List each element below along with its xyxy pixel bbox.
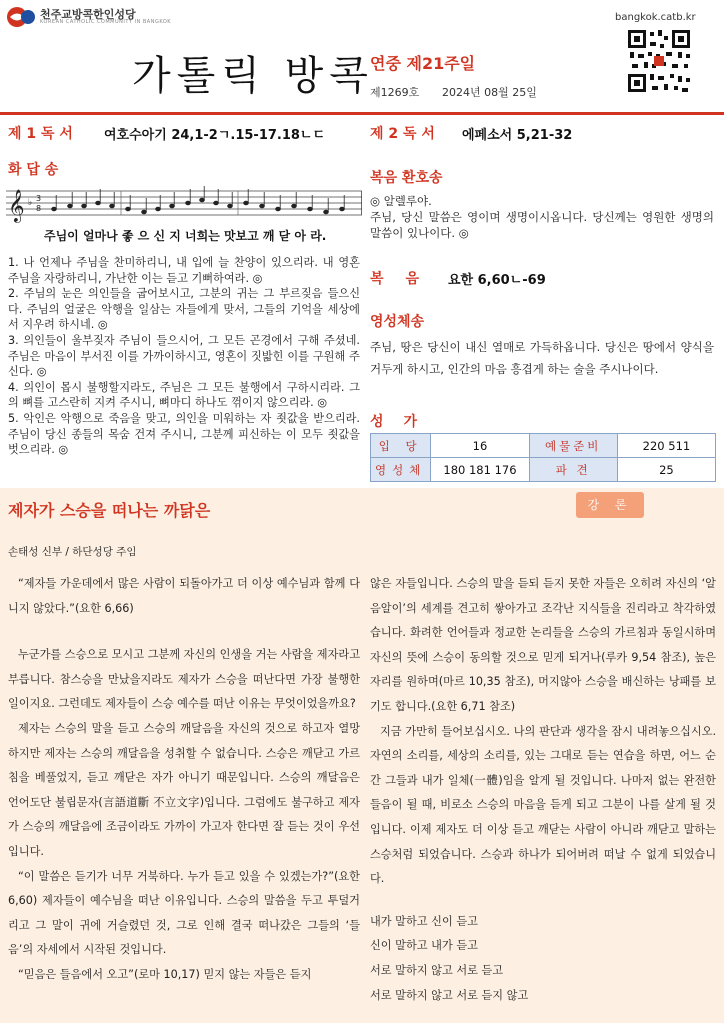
paragraph: “믿음은 들음에서 오고”(로마 10,17) 믿지 않는 자들은 듣지 [18, 967, 312, 981]
hymn-value: 16 [431, 434, 529, 458]
issue-number: 제1269호 [370, 86, 420, 99]
reflection-right-column [370, 572, 716, 1008]
paragraph: 지금 가만히 들어보십시오. 나의 판단과 생각을 잠시 내려놓으십시오. 자연의 소리를, 세상의 소리를, 있는 그대로 듣는 연습을 하면, 어느 순간 그들과 내가 일체(一體)임을 알게 될 것입니다. 나마저 없는 완전한 들음이 될 때, 비로소 스승의 마음을 듣게 되고 그분이 나를 살게 될 것입니다. 이제 제자도 더 이상 듣고 깨닫는 사람이 아니라 깨닫고 말하는 스승처럼 되었습니다. 스승과 하나가 되어버려 떠날 수 없게 되었습니다. [370, 724, 716, 886]
hymns-label: 성가 [370, 414, 438, 430]
issue-date: 2024년 08월 25일 [442, 86, 537, 99]
hymn-key: 영성체 [371, 458, 431, 482]
music-staff-icon [6, 183, 362, 225]
psalm-refrain: 주님이 얼마나 좋 으 신 지 너희는 맛보고 깨 닫 아 라. [44, 229, 327, 243]
poem-line: 내가 말하고 신이 듣고 [370, 914, 478, 928]
communion-label: 영성체송 [370, 314, 425, 330]
paragraph: 누군가를 스승으로 모시고 그분께 자신의 인생을 거는 사람을 제자라고 부릅니다. 참스승을 만났을지라도 제자가 스승을 떠난다면 가장 불행한 일이지요. 그런데도 제자들이 스승 예수를 떠난 이유는 무엇이었을까요? [8, 648, 360, 711]
table-row [371, 434, 716, 458]
psalm-label: 화 답 송 [8, 162, 59, 178]
poem-line: 서로 말하지 않고 서로 듣고 [370, 963, 504, 977]
psalm-verse: 5. 악인은 악행으로 죽음을 맞고, 의인을 미워하는 자 죗값을 받으리라. 주님이 당신 종들의 목숨 건져 주시니, 그분께 피신하는 이 모두 죗값을 벗으리라. ◎ [8, 411, 360, 457]
gospel-acclamation-text: 주님, 당신 말씀은 영이며 생명이시옵니다. 당신께는 영원한 생명의 말씀이 있나이다. ◎ [370, 210, 714, 240]
header-divider [0, 112, 724, 115]
table-row [371, 458, 716, 482]
svg-text:8: 8 [36, 204, 42, 213]
second-reading-ref: 에페소서 5,21-32 [462, 128, 573, 143]
alleluia-line: ◎ 알렐루야. [370, 194, 432, 208]
psalm-verse: 4. 의인이 몹시 불행할지라도, 주님은 그 모든 불행에서 구하시리라. 그의 뼈를 고스란히 지켜 주시니, 뼈마디 하나도 꺾이지 않으리라. ◎ [8, 380, 360, 410]
gospel-label: 복음 [370, 271, 442, 287]
psalm-verse: 3. 의인들이 울부짖자 주님이 들으시어, 그 모든 곤경에서 구해 주셨네. 주님은 마음이 부서진 이를 가까이하시고, 영혼이 짓밟힌 이를 구원해 주신다. ◎ [8, 333, 360, 379]
poem-line: 서로 말하지 않고 서로 듣지 않고 [370, 988, 529, 1002]
paragraph: “제자들 가운데에서 많은 사람이 되돌아가고 더 이상 예수님과 함께 다니지 않았다.”(요한 6,66) [8, 577, 360, 615]
hymn-key: 입 당 [371, 434, 431, 458]
hymn-value: 25 [617, 458, 715, 482]
hymn-key: 파 견 [529, 458, 617, 482]
homily-badge: 강 론 [576, 492, 644, 518]
paragraph: 않은 자들입니다. 스승의 말을 듣되 듣지 못한 자들은 오히려 자신의 ‘알음알이’의 세계를 견고히 쌓아가고 조각난 지식들을 진리라고 착각하였습니다. 화려한 언어들과 정교한 논리들을 스승의 가르침과 동일시하며 자신의 뜻에 스승이 동의할 것으로 믿게 되거나(루카 9,54 참조), 높은 자리를 원하며(마르 10,35 참조), 머지않아 스승을 배신하는 낭패를 보기도 합니다.(요한 6,71 참조) [370, 577, 716, 713]
reflection-left-column [8, 572, 360, 988]
gospel-ref: 요한 6,60ㄴ-69 [448, 273, 546, 288]
org-name: 천주교방콕한인성당 [40, 8, 136, 21]
second-reading-label: 제 2 독 서 [370, 126, 435, 142]
svg-text:𝄞: 𝄞 [8, 189, 25, 222]
hymn-value: 220 511 [617, 434, 715, 458]
hymn-key: 예물준비 [529, 434, 617, 458]
gospel-acclamation-label: 복음 환호송 [370, 170, 443, 186]
paragraph: 제자는 스승의 말을 듣고 스승의 깨달음을 자신의 것으로 하고자 열망하지만 제자는 스승의 깨달음을 성취할 수 없습니다. 스승은 깨닫고 가르침을 베풀었지, 듣고 깨닫은 자가 아니기 때문입니다. 스승의 깨달음은 언어도단 불립문자(言語道斷 不立文字)입니다. 그럼에도 불구하고 제자가 스승의 깨달음에 조금이라도 가까이 가고자 한다면 잘 듣는 것이 우선입니다. [8, 721, 360, 858]
svg-text:3: 3 [36, 194, 42, 203]
first-reading-ref: 여호수아기 24,1-2ㄱ.15-17.18ㄴㄷ [104, 128, 326, 143]
church-logo-icon [6, 6, 36, 28]
paper-title: 가톨릭 방콕 [132, 53, 374, 99]
site-url[interactable]: bangkok.catb.kr [615, 12, 696, 23]
hymn-table [370, 433, 716, 482]
reflection-author: 손태성 신부 / 하단성당 주임 [8, 546, 137, 558]
communion-text: 주님, 땅은 당신이 내신 열매로 가득하옵니다. 당신은 땅에서 양식을 거두게 하시고, 인간의 마음 흥겹게 하는 술을 주시나이다. [370, 340, 714, 376]
paragraph: “이 말씀은 듣기가 너무 거북하다. 누가 듣고 있을 수 있겠는가?”(요한 6,60) 제자들이 예수님을 떠난 이유입니다. 스승의 말씀을 두고 투덜거리고 그 말이 귀에 거슬렸던 것, 그로 인해 결국 떠나갔은 그들의 ‘들음’의 자세에서 시작된 것입니다. [8, 869, 360, 957]
org-subtitle: KOREAN CATHOLIC COMMUNITY IN BANGKOK [40, 19, 172, 25]
first-reading-label: 제 1 독 서 [8, 126, 73, 142]
qr-code-icon[interactable] [626, 28, 692, 94]
reflection-title: 제자가 스승을 떠나는 까닭은 [8, 501, 211, 520]
psalm-verses [8, 255, 360, 458]
svg-text:♭: ♭ [28, 198, 33, 208]
psalm-verse: 2. 주님의 눈은 의인들을 굽어보시고, 그분의 귀는 그 부르짖음 들으신다. 주님의 얼굴은 악행을 일삼는 자들에게 맞서, 그들의 기억을 세상에서 지우려 하시네. ◎ [8, 287, 360, 332]
sunday-title: 연중 제21주일 [370, 54, 476, 73]
poem-line: 신이 말하고 내가 듣고 [370, 939, 478, 953]
psalm-verse: 1. 나 언제나 주님을 찬미하리니, 내 입에 늘 찬양이 있으리라. 내 영혼 주님을 자랑하리니, 가난한 이는 듣고 기뻐하여라. ◎ [8, 256, 360, 285]
hymn-value: 180 181 176 [431, 458, 529, 482]
